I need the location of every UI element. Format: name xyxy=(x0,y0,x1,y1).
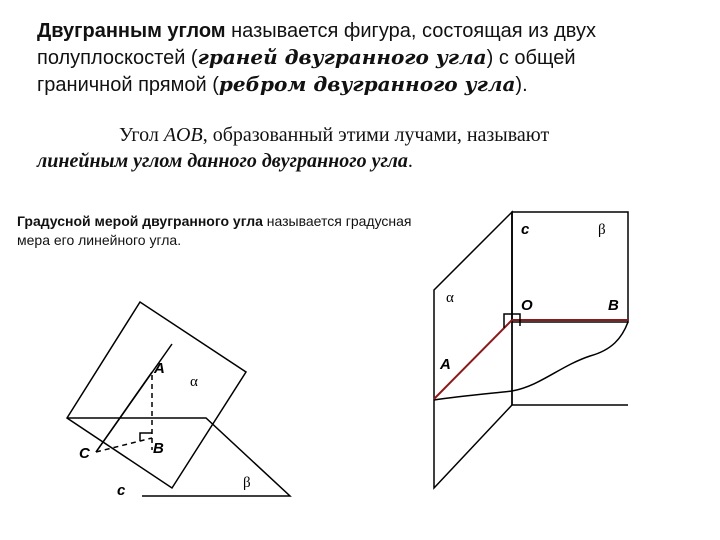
definition-text: называется фигура, состоящая из двух полуплоскостей ( xyxy=(37,20,596,69)
label-c: c xyxy=(117,482,126,499)
definition-text: ) с общей граничной прямой ( xyxy=(37,47,576,96)
angle-name: AOB xyxy=(163,124,203,146)
label-c: c xyxy=(521,221,530,238)
term-linear-angle: линейным углом данного двугранного угла xyxy=(37,150,408,172)
definition-text: , образованный этими лучами, называют xyxy=(202,124,550,146)
plane-beta xyxy=(67,418,290,496)
label-A: A xyxy=(440,356,451,373)
label-B: B xyxy=(608,297,619,314)
right-dihedral-figure xyxy=(434,212,628,488)
definition-text: Угол xyxy=(119,124,164,146)
definition-text: . xyxy=(407,150,413,172)
label-beta: β xyxy=(598,222,606,238)
term-faces: граней двугранного угла xyxy=(197,45,487,69)
definition-text: называется градусная мера его линейного угла. xyxy=(17,213,412,248)
plane-alpha xyxy=(67,302,246,488)
label-alpha: α xyxy=(446,290,454,306)
label-alpha: α xyxy=(190,374,198,390)
label-B: B xyxy=(153,440,164,457)
definition-text: ). xyxy=(515,74,528,96)
term-edge: ребром двугранного угла xyxy=(218,72,516,96)
label-O: O xyxy=(521,297,533,314)
label-beta: β xyxy=(243,475,251,491)
term-dihedral-angle: Двугранным углом xyxy=(37,20,226,42)
term-degree-measure: Градусной мерой двугранного угла xyxy=(17,213,263,229)
label-C: C xyxy=(79,445,90,462)
plane-alpha xyxy=(434,212,512,488)
left-dihedral-figure xyxy=(67,302,290,496)
label-A: A xyxy=(154,360,165,377)
plane-beta-lower-curve xyxy=(434,322,628,400)
